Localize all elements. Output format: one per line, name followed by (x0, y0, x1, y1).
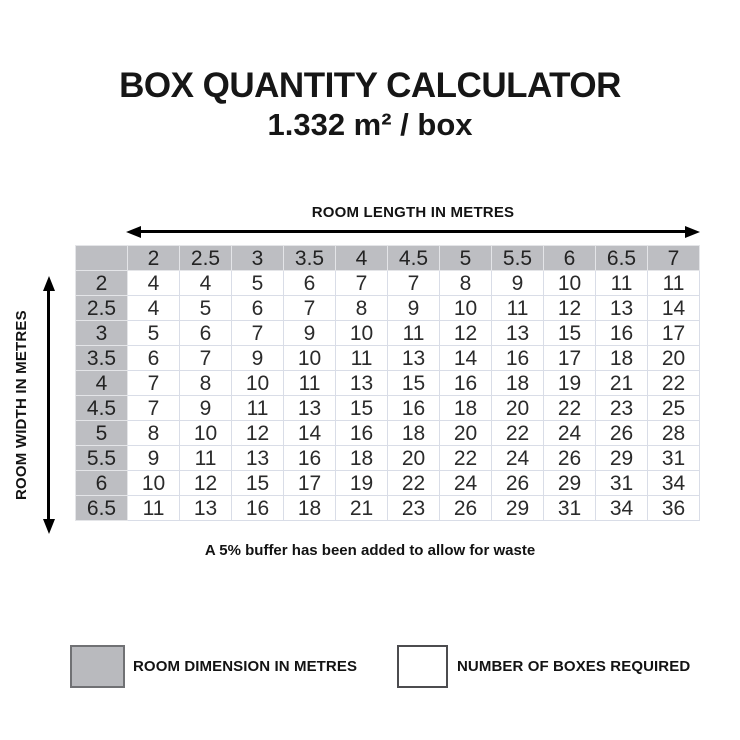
table-row (76, 471, 700, 496)
buffer-footnote: A 5% buffer has been added to allow for waste (204, 542, 536, 559)
room-length-axis-label: ROOM LENGTH IN METRES (311, 204, 515, 221)
value-cell: 7 (128, 371, 180, 396)
value-cell: 11 (336, 346, 388, 371)
table-row (76, 321, 700, 346)
value-cell: 9 (284, 321, 336, 346)
value-cell: 7 (128, 396, 180, 421)
value-cell: 16 (596, 321, 648, 346)
value-cell: 9 (128, 446, 180, 471)
value-cell: 24 (440, 471, 492, 496)
table-row (76, 371, 700, 396)
arrow-head-right-icon (685, 226, 700, 238)
arrow-shaft (141, 230, 685, 233)
value-cell: 4 (128, 271, 180, 296)
value-cell: 11 (128, 496, 180, 521)
value-cell: 9 (492, 271, 544, 296)
value-cell: 18 (284, 496, 336, 521)
value-cell: 7 (336, 271, 388, 296)
room-dimension-swatch (70, 645, 125, 688)
value-cell: 11 (284, 371, 336, 396)
value-cell: 28 (648, 421, 700, 446)
row-header-cell: 4.5 (76, 396, 128, 421)
value-cell: 5 (180, 296, 232, 321)
quantity-table-body (76, 246, 700, 521)
value-cell: 10 (336, 321, 388, 346)
value-cell: 13 (336, 371, 388, 396)
column-header-cell: 7 (648, 246, 700, 271)
value-cell: 8 (440, 271, 492, 296)
value-cell: 29 (596, 446, 648, 471)
value-cell: 12 (440, 321, 492, 346)
legend-room-dimension-label: ROOM DIMENSION IN METRES (133, 658, 358, 675)
value-cell: 22 (544, 396, 596, 421)
value-cell: 19 (336, 471, 388, 496)
value-cell: 11 (492, 296, 544, 321)
column-header-cell: 2 (128, 246, 180, 271)
value-cell: 31 (648, 446, 700, 471)
value-cell: 34 (648, 471, 700, 496)
value-cell: 8 (180, 371, 232, 396)
value-cell: 24 (544, 421, 596, 446)
value-cell: 6 (180, 321, 232, 346)
row-header-cell: 6.5 (76, 496, 128, 521)
table-row (76, 296, 700, 321)
page-subtitle: 1.332 m² / box (267, 107, 473, 143)
corner-cell (76, 246, 128, 271)
value-cell: 12 (232, 421, 284, 446)
value-cell: 22 (388, 471, 440, 496)
value-cell: 22 (648, 371, 700, 396)
row-header-cell: 5 (76, 421, 128, 446)
value-cell: 26 (596, 421, 648, 446)
value-cell: 7 (284, 296, 336, 321)
row-header-cell: 2 (76, 271, 128, 296)
page-title: BOX QUANTITY CALCULATOR (119, 66, 621, 105)
value-cell: 14 (284, 421, 336, 446)
column-header-cell: 2.5 (180, 246, 232, 271)
title-block (0, 66, 740, 143)
value-cell: 7 (388, 271, 440, 296)
value-cell: 6 (284, 271, 336, 296)
value-cell: 26 (492, 471, 544, 496)
table-row (76, 271, 700, 296)
value-cell: 8 (336, 296, 388, 321)
value-cell: 16 (492, 346, 544, 371)
value-cell: 11 (596, 271, 648, 296)
column-header-cell: 3.5 (284, 246, 336, 271)
row-header-cell: 2.5 (76, 296, 128, 321)
value-cell: 22 (492, 421, 544, 446)
table-row (76, 446, 700, 471)
value-cell: 11 (232, 396, 284, 421)
value-cell: 15 (336, 396, 388, 421)
value-cell: 29 (492, 496, 544, 521)
arrow-head-down-icon (43, 519, 55, 534)
value-cell: 9 (232, 346, 284, 371)
value-cell: 21 (596, 371, 648, 396)
value-cell: 29 (544, 471, 596, 496)
value-cell: 7 (180, 346, 232, 371)
boxes-required-swatch (397, 645, 448, 688)
value-cell: 11 (388, 321, 440, 346)
value-cell: 15 (388, 371, 440, 396)
value-cell: 20 (492, 396, 544, 421)
value-cell: 16 (388, 396, 440, 421)
value-cell: 5 (232, 271, 284, 296)
legend-boxes-required-label: NUMBER OF BOXES REQUIRED (457, 658, 691, 675)
row-header-cell: 4 (76, 371, 128, 396)
value-cell: 9 (388, 296, 440, 321)
arrow-head-up-icon (43, 276, 55, 291)
value-cell: 14 (440, 346, 492, 371)
value-cell: 17 (544, 346, 596, 371)
value-cell: 23 (596, 396, 648, 421)
table-row (76, 421, 700, 446)
table-row (76, 496, 700, 521)
column-header-cell: 4.5 (388, 246, 440, 271)
value-cell: 13 (596, 296, 648, 321)
value-cell: 12 (544, 296, 596, 321)
value-cell: 13 (232, 446, 284, 471)
value-cell: 18 (388, 421, 440, 446)
value-cell: 15 (232, 471, 284, 496)
value-cell: 31 (544, 496, 596, 521)
value-cell: 14 (648, 296, 700, 321)
value-cell: 31 (596, 471, 648, 496)
column-header-cell: 6.5 (596, 246, 648, 271)
value-cell: 6 (232, 296, 284, 321)
value-cell: 13 (284, 396, 336, 421)
value-cell: 15 (544, 321, 596, 346)
value-cell: 10 (180, 421, 232, 446)
value-cell: 7 (232, 321, 284, 346)
value-cell: 10 (128, 471, 180, 496)
arrow-shaft (47, 291, 50, 519)
value-cell: 26 (544, 446, 596, 471)
value-cell: 26 (440, 496, 492, 521)
value-cell: 11 (648, 271, 700, 296)
value-cell: 13 (180, 496, 232, 521)
column-header-cell: 4 (336, 246, 388, 271)
column-header-row (76, 246, 700, 271)
value-cell: 24 (492, 446, 544, 471)
value-cell: 16 (440, 371, 492, 396)
value-cell: 4 (180, 271, 232, 296)
table-row (76, 346, 700, 371)
value-cell: 22 (440, 446, 492, 471)
value-cell: 4 (128, 296, 180, 321)
value-cell: 16 (284, 446, 336, 471)
value-cell: 13 (492, 321, 544, 346)
value-cell: 6 (128, 346, 180, 371)
value-cell: 16 (336, 421, 388, 446)
value-cell: 17 (648, 321, 700, 346)
room-length-arrow-icon (126, 225, 700, 238)
value-cell: 34 (596, 496, 648, 521)
value-cell: 13 (388, 346, 440, 371)
value-cell: 21 (336, 496, 388, 521)
value-cell: 5 (128, 321, 180, 346)
column-header-cell: 5.5 (492, 246, 544, 271)
value-cell: 19 (544, 371, 596, 396)
value-cell: 18 (336, 446, 388, 471)
value-cell: 11 (180, 446, 232, 471)
arrow-head-left-icon (126, 226, 141, 238)
value-cell: 20 (388, 446, 440, 471)
row-header-cell: 3 (76, 321, 128, 346)
value-cell: 20 (440, 421, 492, 446)
value-cell: 10 (544, 271, 596, 296)
value-cell: 20 (648, 346, 700, 371)
value-cell: 16 (232, 496, 284, 521)
row-header-cell: 6 (76, 471, 128, 496)
value-cell: 12 (180, 471, 232, 496)
value-cell: 17 (284, 471, 336, 496)
column-header-cell: 6 (544, 246, 596, 271)
room-width-arrow-icon (42, 276, 55, 534)
value-cell: 36 (648, 496, 700, 521)
value-cell: 23 (388, 496, 440, 521)
row-header-cell: 3.5 (76, 346, 128, 371)
column-header-cell: 3 (232, 246, 284, 271)
value-cell: 10 (440, 296, 492, 321)
value-cell: 18 (440, 396, 492, 421)
value-cell: 8 (128, 421, 180, 446)
value-cell: 10 (232, 371, 284, 396)
column-header-cell: 5 (440, 246, 492, 271)
value-cell: 25 (648, 396, 700, 421)
value-cell: 10 (284, 346, 336, 371)
value-cell: 18 (492, 371, 544, 396)
row-header-cell: 5.5 (76, 446, 128, 471)
value-cell: 9 (180, 396, 232, 421)
quantity-table (75, 245, 700, 521)
table-row (76, 396, 700, 421)
value-cell: 18 (596, 346, 648, 371)
room-width-axis-label: ROOM WIDTH IN METRES (13, 310, 30, 500)
